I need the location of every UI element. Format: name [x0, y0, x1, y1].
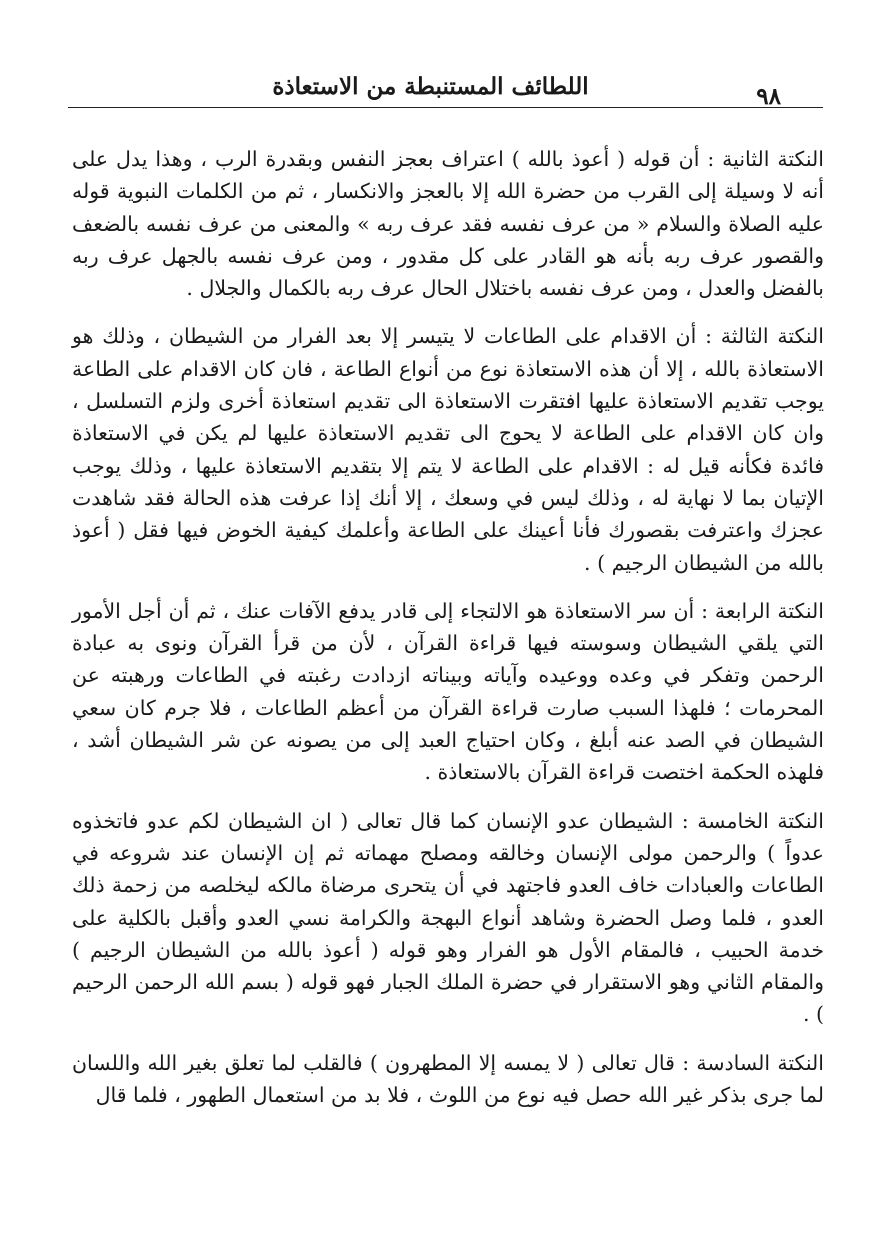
- page-header: [68, 72, 793, 112]
- page-body: [72, 143, 824, 1111]
- paragraph-nukta-6: النكتة السادسة : قال تعالى ( لا يمسه إلا المطهرون ) فالقلب لما تعلق بغير الله واللسان لما جرى بذكر غير الله حصل فيه نوع من اللوث ، فلا بد من استعمال الطهور ، فلما قال: [72, 1050, 824, 1108]
- page-number: ٩٨: [756, 83, 781, 110]
- paragraph-nukta-3: النكتة الثالثة : أن الاقدام على الطاعات لا يتيسر إلا بعد الفرار من الشيطان ، وذلك هو الاستعاذة بالله ، إلا أن هذه الاستعاذة نوع من أنواع الطاعة ، فان كان الاقدام على الطاعة يوجب تقديم الاستعاذة عليها افتقرت الاستعاذة الى تقديم استعاذة أخرى ولزم التسلسل ، وان كان الاقدام على الطاعة لا يحوج الى تقديم الاستعاذة عليها لم يكن في الاستعاذة فائدة فكأنه قيل له : الاقدام على الطاعة لا يتم إلا بتقديم الاستعاذة عليها ، وذلك يوجب الإتيان بما لا نهاية له ، وذلك ليس في وسعك ، إلا أنك إذا عرفت هذه الحالة فقد شاهدت عجزك واعترفت بقصورك فأنا أعينك على الطاعة وأعلمك كيفية الخوض فيها فقل ( أعوذ بالله من الشيطان الرجيم ) .: [72, 324, 824, 575]
- header-rule: [68, 107, 823, 108]
- running-title: اللطائف المستنبطة من الاستعاذة: [272, 73, 589, 100]
- paragraph-nukta-4: النكتة الرابعة : أن سر الاستعاذة هو الالتجاء إلى قادر يدفع الآفات عنك ، ثم أن أجل الأمور التي يلقي الشيطان وسوسته فيها قراءة القرآن ، لأن من قرأ القرآن ونوى به عبادة الرحمن وتفكر في وعده ووعيده وآياته وبيناته ازدادت رغبته في الطاعات ورهبته عن المحرمات ؛ فلهذا السبب صارت قراءة القرآن من أعظم الطاعات ، فلا جرم كان سعي الشيطان في الصد عنه أبلغ ، وكان احتياج العبد إلى من يصونه عن شر الشيطان أشد ، فلهذه الحكمة اختصت قراءة القرآن بالاستعاذة .: [72, 598, 824, 785]
- paragraph-nukta-5: النكتة الخامسة : الشيطان عدو الإنسان كما قال تعالى ( ان الشيطان لكم عدو فاتخذوه عدواً ) والرحمن مولى الإنسان وخالقه ومصلح مهماته ثم إن الإنسان عند شروعه في الطاعات والعبادات خاف العدو فاجتهد في أن يتحرى مرضاة مالكه ليخلصه من زحمة ذلك العدو ، فلما وصل الحضرة وشاهد أنواع البهجة والكرامة نسي العدو وأقبل بالكلية على خدمة الحبيب ، فالمقام الأول هو الفرار وهو قوله ( أعوذ بالله من الشيطان الرجيم ) والمقام الثاني وهو الاستقرار في حضرة الملك الجبار فهو قوله ( بسم الله الرحمن الرحيم ) .: [72, 808, 824, 1027]
- paragraph-nukta-2: النكتة الثانية : أن قوله ( أعوذ بالله ) اعتراف بعجز النفس وبقدرة الرب ، وهذا يدل على أنه لا وسيلة إلى القرب من حضرة الله إلا بالعجز والانكسار ، ثم من الكلمات النبوية قوله عليه الصلاة والسلام « من عرف نفسه فقد عرف ربه » والمعنى من عرف نفسه بالضعف والقصور عرف ربه بأنه هو القادر على كل مقدور ، ومن عرف نفسه بالجهل عرف ربه بالفضل والعدل ، ومن عرف نفسه باختلال الحال عرف ربه بالكمال والجلال .: [72, 147, 824, 301]
